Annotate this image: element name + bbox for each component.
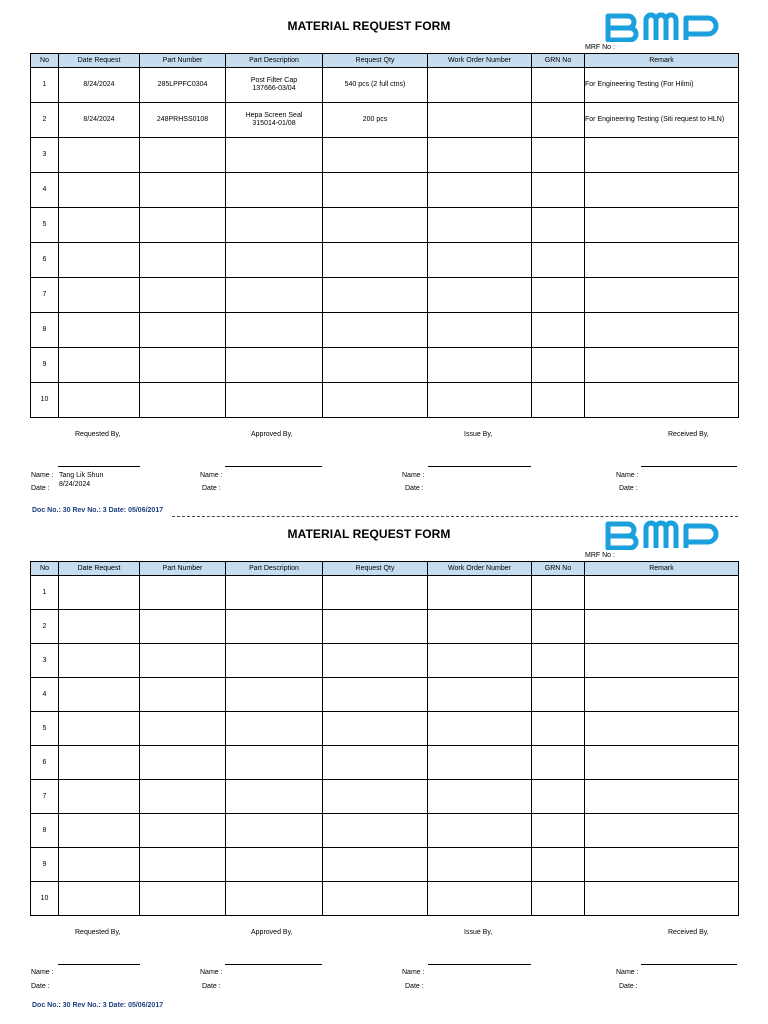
cell-no: 6 — [31, 243, 59, 278]
column-header-no: No — [31, 562, 59, 576]
cell-no: 10 — [31, 383, 59, 418]
table-row — [31, 848, 739, 882]
column-header-part: Part Number — [140, 562, 226, 576]
cell-work-order-number[interactable] — [428, 68, 532, 103]
table-row — [31, 712, 739, 746]
cell-remark[interactable] — [585, 678, 739, 712]
issue-by-date-label: Date : — [405, 983, 424, 990]
table-header-row — [31, 54, 739, 68]
received-by-name-label: Name : — [616, 969, 639, 976]
cell-date-request[interactable] — [59, 208, 140, 243]
cell-work-order-number[interactable] — [428, 780, 532, 814]
column-header-wo: Work Order Number — [428, 54, 532, 68]
cell-no: 6 — [31, 746, 59, 780]
cell-request-qty[interactable] — [323, 882, 428, 916]
received-by-signature-line[interactable] — [641, 466, 737, 467]
cell-work-order-number[interactable] — [428, 848, 532, 882]
cell-work-order-number[interactable] — [428, 243, 532, 278]
request-table — [30, 561, 739, 916]
cell-part-description[interactable] — [226, 383, 323, 418]
cell-date-request[interactable]: 8/24/2024 — [59, 103, 140, 138]
table-row — [31, 348, 739, 383]
column-header-grn: GRN No — [532, 562, 585, 576]
cell-part-description[interactable] — [226, 644, 323, 678]
requested-by-signature-line[interactable] — [58, 466, 140, 467]
cell-date-request[interactable] — [59, 138, 140, 173]
cell-remark[interactable]: For Engineering Testing (Siti request to HLN) — [585, 103, 739, 138]
cell-no: 3 — [31, 644, 59, 678]
cell-part-number[interactable] — [140, 644, 226, 678]
cell-date-request[interactable] — [59, 173, 140, 208]
cell-remark[interactable] — [585, 814, 739, 848]
cell-request-qty[interactable] — [323, 383, 428, 418]
received-by-label: Received By, — [668, 431, 709, 438]
table-row — [31, 208, 739, 243]
received-by-label: Received By, — [668, 929, 709, 936]
cell-no: 3 — [31, 138, 59, 173]
column-header-part: Part Number — [140, 54, 226, 68]
cell-request-qty[interactable] — [323, 173, 428, 208]
description-line-1: Hepa Screen Seal — [245, 112, 303, 119]
cell-date-request[interactable] — [59, 278, 140, 313]
cell-no: 10 — [31, 882, 59, 916]
table-row — [31, 678, 739, 712]
cell-no: 9 — [31, 348, 59, 383]
cell-remark[interactable] — [585, 576, 739, 610]
cell-grn-no[interactable] — [532, 712, 585, 746]
cell-grn-no[interactable] — [532, 383, 585, 418]
cell-remark[interactable] — [585, 712, 739, 746]
cell-part-number[interactable] — [140, 278, 226, 313]
cell-no: 2 — [31, 103, 59, 138]
cell-no: 8 — [31, 814, 59, 848]
cell-part-number[interactable] — [140, 348, 226, 383]
cell-no: 5 — [31, 208, 59, 243]
cell-part-description[interactable] — [226, 746, 323, 780]
table-row — [31, 243, 739, 278]
description-line-2: 315014-01/08 — [252, 120, 296, 127]
requested-by-label: Requested By, — [75, 431, 121, 438]
column-header-desc: Part Description — [226, 562, 323, 576]
cell-remark[interactable] — [585, 610, 739, 644]
approved-by-name-label: Name : — [200, 472, 223, 479]
table-row — [31, 644, 739, 678]
requested-by-name-label: Name : — [31, 472, 54, 479]
form-title: MATERIAL REQUEST FORM — [287, 527, 451, 541]
cut-line — [172, 516, 738, 517]
table-row — [31, 173, 739, 208]
column-header-remark: Remark — [585, 54, 739, 68]
cell-part-number[interactable] — [140, 678, 226, 712]
cell-part-description[interactable] — [226, 780, 323, 814]
cell-part-number[interactable] — [140, 173, 226, 208]
cell-date-request[interactable] — [59, 780, 140, 814]
cell-request-qty[interactable] — [323, 208, 428, 243]
cell-work-order-number[interactable] — [428, 313, 532, 348]
cell-request-qty[interactable]: 200 pcs — [323, 103, 428, 138]
description-line-2: 137666-03/04 — [252, 85, 296, 92]
mrf-number-label: MRF No : — [585, 552, 615, 559]
cell-request-qty[interactable] — [323, 610, 428, 644]
cell-work-order-number[interactable] — [428, 103, 532, 138]
cell-part-description[interactable] — [226, 138, 323, 173]
column-header-grn: GRN No — [532, 54, 585, 68]
requested-by-signature-line[interactable] — [58, 964, 140, 965]
cell-part-description[interactable] — [226, 348, 323, 383]
cell-grn-no[interactable] — [532, 746, 585, 780]
cell-no: 2 — [31, 610, 59, 644]
cell-part-number[interactable] — [140, 610, 226, 644]
cell-work-order-number[interactable] — [428, 814, 532, 848]
cell-work-order-number[interactable] — [428, 576, 532, 610]
table-row — [31, 103, 739, 138]
cell-remark[interactable] — [585, 848, 739, 882]
requester-name-value[interactable]: Tang Lik Shun — [59, 472, 104, 479]
cell-part-number[interactable] — [140, 208, 226, 243]
column-header-date: Date Request — [59, 562, 140, 576]
column-header-remark: Remark — [585, 562, 739, 576]
cell-grn-no[interactable] — [532, 814, 585, 848]
cell-date-request[interactable] — [59, 882, 140, 916]
cell-work-order-number[interactable] — [428, 173, 532, 208]
mrf-number-label: MRF No : — [585, 44, 615, 51]
cell-request-qty[interactable] — [323, 780, 428, 814]
cell-date-request[interactable] — [59, 348, 140, 383]
approved-by-date-label: Date : — [202, 983, 221, 990]
issue-by-name-label: Name : — [402, 472, 425, 479]
cell-part-number[interactable] — [140, 780, 226, 814]
cell-work-order-number[interactable] — [428, 610, 532, 644]
cell-remark[interactable] — [585, 208, 739, 243]
cell-remark[interactable] — [585, 278, 739, 313]
cell-remark[interactable] — [585, 746, 739, 780]
cell-part-number[interactable] — [140, 243, 226, 278]
requester-date-value[interactable]: 8/24/2024 — [59, 481, 91, 488]
cell-part-number[interactable]: 285LPPFC0304 — [140, 68, 226, 103]
cell-date-request[interactable] — [59, 746, 140, 780]
cell-part-number[interactable] — [140, 848, 226, 882]
cell-request-qty[interactable] — [323, 278, 428, 313]
cell-grn-no[interactable] — [532, 68, 585, 103]
table-row — [31, 882, 739, 916]
cell-grn-no[interactable] — [532, 138, 585, 173]
cell-no: 5 — [31, 712, 59, 746]
request-table — [30, 53, 739, 418]
table-row — [31, 576, 739, 610]
cell-remark[interactable] — [585, 243, 739, 278]
table-row — [31, 780, 739, 814]
cell-remark[interactable] — [585, 173, 739, 208]
column-header-desc: Part Description — [226, 54, 323, 68]
cell-request-qty[interactable] — [323, 313, 428, 348]
table-row — [31, 68, 739, 103]
column-header-qty: Request Qty — [323, 562, 428, 576]
cell-remark[interactable]: For Engineering Testing (For Hilmi) — [585, 68, 739, 103]
issue-by-label: Issue By, — [464, 431, 493, 438]
cell-date-request[interactable] — [59, 678, 140, 712]
cell-date-request[interactable] — [59, 576, 140, 610]
cell-date-request[interactable] — [59, 712, 140, 746]
cell-request-qty[interactable] — [323, 814, 428, 848]
cell-remark[interactable] — [585, 882, 739, 916]
cell-remark[interactable] — [585, 383, 739, 418]
cell-part-description[interactable] — [226, 882, 323, 916]
requested-by-label: Requested By, — [75, 929, 121, 936]
cell-request-qty[interactable]: 540 pcs (2 full ctns) — [323, 68, 428, 103]
cell-grn-no[interactable] — [532, 173, 585, 208]
approved-by-date-label: Date : — [202, 485, 221, 492]
cell-remark[interactable] — [585, 644, 739, 678]
cell-grn-no[interactable] — [532, 882, 585, 916]
bmp-logo — [604, 12, 726, 42]
cell-request-qty[interactable] — [323, 576, 428, 610]
issue-by-date-label: Date : — [405, 485, 424, 492]
approved-by-name-label: Name : — [200, 969, 223, 976]
cell-part-number[interactable] — [140, 746, 226, 780]
cell-request-qty[interactable] — [323, 678, 428, 712]
cell-grn-no[interactable] — [532, 576, 585, 610]
cell-part-description[interactable] — [226, 313, 323, 348]
cell-no: 7 — [31, 780, 59, 814]
column-header-wo: Work Order Number — [428, 562, 532, 576]
cell-part-description[interactable] — [226, 278, 323, 313]
cell-no: 9 — [31, 848, 59, 882]
column-header-no: No — [31, 54, 59, 68]
document-number: Doc No.: 30 Rev No.: 3 Date: 05/06/2017 — [32, 1002, 164, 1009]
cell-part-number[interactable] — [140, 313, 226, 348]
cell-date-request[interactable] — [59, 243, 140, 278]
cell-work-order-number[interactable] — [428, 383, 532, 418]
cell-part-description[interactable] — [226, 576, 323, 610]
cell-work-order-number[interactable] — [428, 278, 532, 313]
cell-part-number[interactable] — [140, 383, 226, 418]
cell-part-number[interactable] — [140, 576, 226, 610]
cell-date-request[interactable] — [59, 313, 140, 348]
received-by-name-label: Name : — [616, 472, 639, 479]
issue-by-signature-line[interactable] — [428, 964, 531, 965]
cell-remark[interactable] — [585, 138, 739, 173]
cell-part-description[interactable] — [226, 243, 323, 278]
cell-no: 1 — [31, 68, 59, 103]
column-header-qty: Request Qty — [323, 54, 428, 68]
issue-by-label: Issue By, — [464, 929, 493, 936]
bmp-logo — [604, 520, 726, 550]
cell-date-request[interactable] — [59, 610, 140, 644]
approved-by-label: Approved By, — [251, 431, 293, 438]
issue-by-signature-line[interactable] — [428, 466, 531, 467]
table-row — [31, 138, 739, 173]
cell-grn-no[interactable] — [532, 644, 585, 678]
cell-remark[interactable] — [585, 313, 739, 348]
cell-grn-no[interactable] — [532, 278, 585, 313]
cell-no: 8 — [31, 313, 59, 348]
received-by-date-label: Date : — [619, 983, 638, 990]
cell-request-qty[interactable] — [323, 712, 428, 746]
cell-request-qty[interactable] — [323, 848, 428, 882]
cell-grn-no[interactable] — [532, 610, 585, 644]
received-by-date-label: Date : — [619, 485, 638, 492]
cell-work-order-number[interactable] — [428, 746, 532, 780]
approved-by-signature-line[interactable] — [225, 466, 322, 467]
table-row — [31, 746, 739, 780]
requested-by-name-label: Name : — [31, 969, 54, 976]
cell-grn-no[interactable] — [532, 678, 585, 712]
table-row — [31, 313, 739, 348]
cell-no: 4 — [31, 678, 59, 712]
approved-by-label: Approved By, — [251, 929, 293, 936]
requested-by-date-label: Date : — [31, 485, 50, 492]
cell-grn-no[interactable] — [532, 348, 585, 383]
table-row — [31, 383, 739, 418]
cell-remark[interactable] — [585, 348, 739, 383]
cell-grn-no[interactable] — [532, 208, 585, 243]
form-title: MATERIAL REQUEST FORM — [287, 19, 451, 33]
approved-by-signature-line[interactable] — [225, 964, 322, 965]
table-header-row — [31, 562, 739, 576]
cell-date-request[interactable] — [59, 644, 140, 678]
cell-request-qty[interactable] — [323, 746, 428, 780]
requested-by-date-label: Date : — [31, 983, 50, 990]
cell-request-qty[interactable] — [323, 243, 428, 278]
table-row — [31, 814, 739, 848]
received-by-signature-line[interactable] — [641, 964, 737, 965]
cell-part-description[interactable] — [226, 848, 323, 882]
cell-part-description[interactable] — [226, 678, 323, 712]
description-line-1: Post Filter Cap — [250, 77, 298, 84]
cell-part-number[interactable] — [140, 814, 226, 848]
cell-no: 1 — [31, 576, 59, 610]
cell-remark[interactable] — [585, 780, 739, 814]
cell-work-order-number[interactable] — [428, 348, 532, 383]
cell-part-description[interactable] — [226, 610, 323, 644]
cell-part-description[interactable] — [226, 103, 323, 138]
cell-work-order-number[interactable] — [428, 882, 532, 916]
cell-work-order-number[interactable] — [428, 138, 532, 173]
cell-part-number[interactable] — [140, 712, 226, 746]
cell-part-description[interactable] — [226, 173, 323, 208]
cell-part-description[interactable] — [226, 208, 323, 243]
cell-no: 4 — [31, 173, 59, 208]
cell-part-description[interactable] — [226, 712, 323, 746]
cell-request-qty[interactable] — [323, 644, 428, 678]
cell-date-request[interactable]: 8/24/2024 — [59, 68, 140, 103]
cell-grn-no[interactable] — [532, 780, 585, 814]
cell-request-qty[interactable] — [323, 348, 428, 383]
cell-work-order-number[interactable] — [428, 712, 532, 746]
cell-grn-no[interactable] — [532, 848, 585, 882]
cell-part-number[interactable] — [140, 882, 226, 916]
cell-grn-no[interactable] — [532, 313, 585, 348]
issue-by-name-label: Name : — [402, 969, 425, 976]
cell-part-description[interactable] — [226, 814, 323, 848]
cell-part-number[interactable] — [140, 138, 226, 173]
cell-part-number[interactable]: 248PRHSS0108 — [140, 103, 226, 138]
cell-request-qty[interactable] — [323, 138, 428, 173]
document-number: Doc No.: 30 Rev No.: 3 Date: 05/06/2017 — [32, 507, 164, 514]
cell-work-order-number[interactable] — [428, 208, 532, 243]
cell-no: 7 — [31, 278, 59, 313]
cell-work-order-number[interactable] — [428, 644, 532, 678]
cell-work-order-number[interactable] — [428, 678, 532, 712]
table-row — [31, 278, 739, 313]
column-header-date: Date Request — [59, 54, 140, 68]
cell-grn-no[interactable] — [532, 243, 585, 278]
table-row — [31, 610, 739, 644]
cell-part-description[interactable] — [226, 68, 323, 103]
cell-date-request[interactable] — [59, 848, 140, 882]
cell-date-request[interactable] — [59, 814, 140, 848]
cell-date-request[interactable] — [59, 383, 140, 418]
cell-grn-no[interactable] — [532, 103, 585, 138]
